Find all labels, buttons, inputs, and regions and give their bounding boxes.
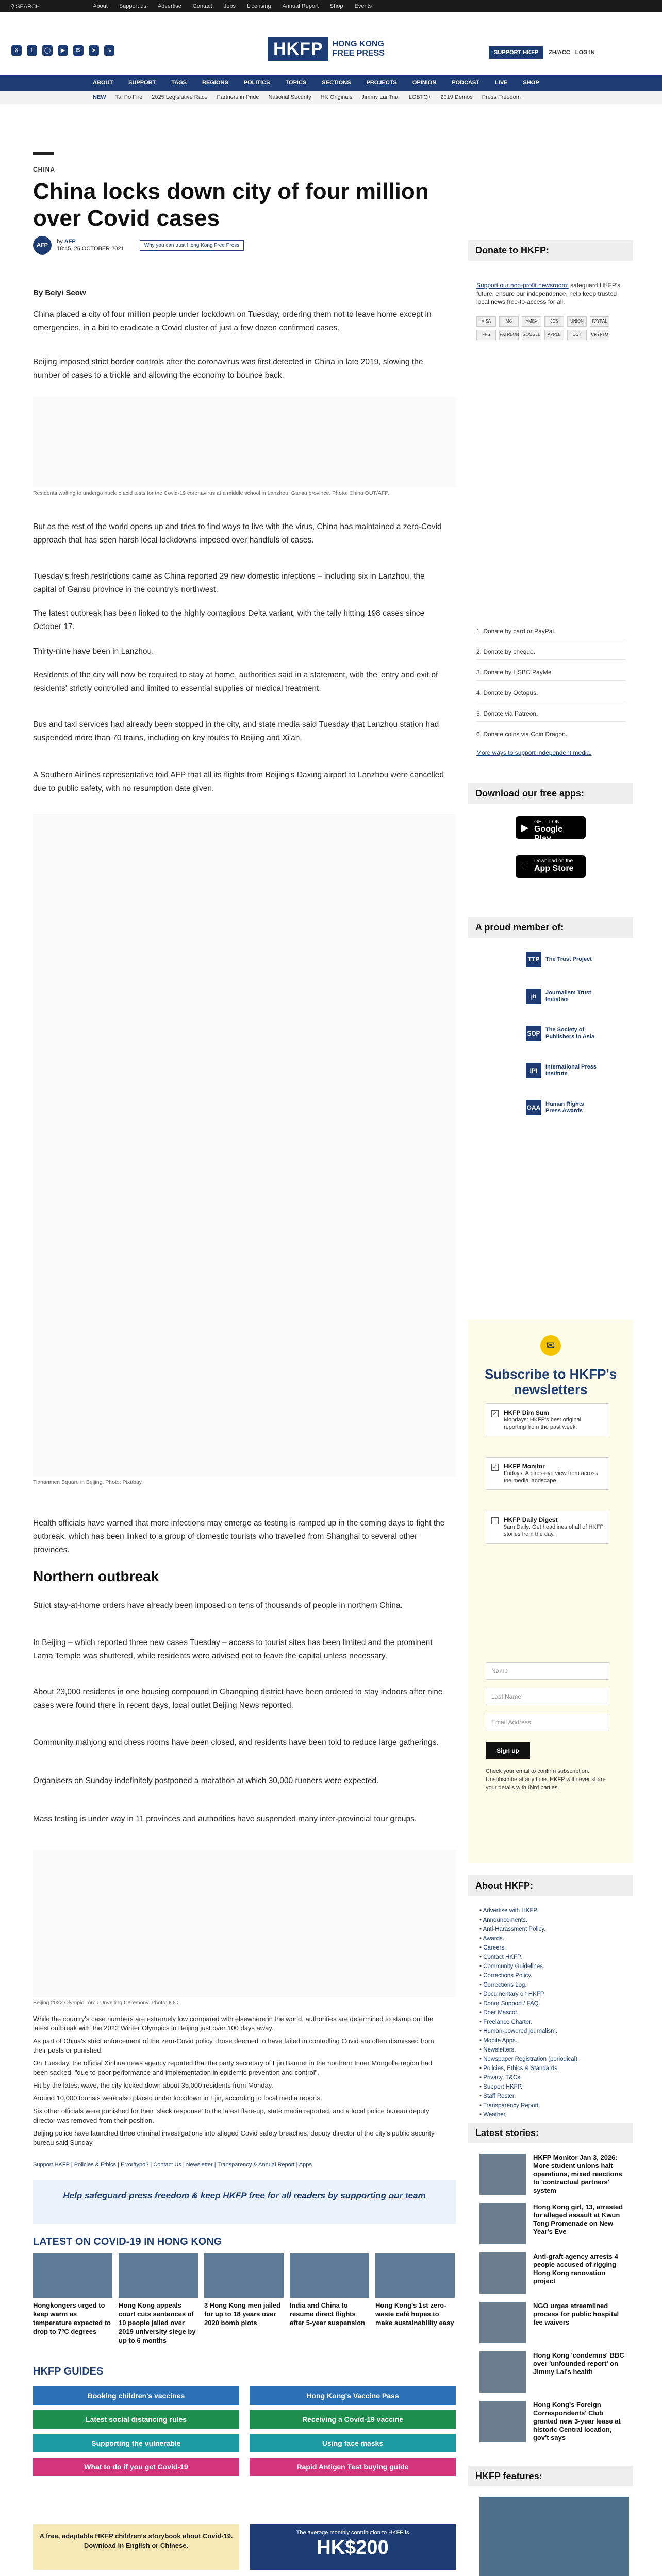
covid-story-title: Hongkongers urged to keep warm as temperature expected to drop to 7ºC degrees (33, 2301, 111, 2335)
apple-icon (521, 860, 528, 872)
article-paragraph: Health officials have warned that more infections may emerge as testing is ramped up in the coming days to fight the outbreak, which has been linked to a group of domestic tourists who travelled from Shanghai to several other provinces. (33, 1519, 445, 1554)
nav-item-sections[interactable]: SECTIONS (322, 80, 351, 86)
utility-bar (0, 0, 662, 12)
article-paragraph: Around 10,000 tourists were also placed under lockdown in Ejin, according to local media reports. (33, 2094, 322, 2102)
support-banner[interactable] (33, 2180, 456, 2224)
search-label: SEARCH (16, 4, 40, 10)
about-link[interactable]: • Newspaper Registration (periodical). (479, 2055, 629, 2064)
donate-heading: Donate to HKFP: (468, 240, 633, 261)
utility-link-annual-report[interactable]: Annual Report (282, 3, 319, 9)
article-paragraph: In Beijing – which reported three new cases Tuesday – access to tourist sites has been limited and the prominent Lama Temple was shuttered, while residents were advised not to leave the capital unless necessary. (33, 1638, 433, 1660)
article-body-tail (33, 2014, 445, 2151)
author-avatar[interactable]: AFP (33, 236, 52, 255)
app-store-small: Download on the (534, 858, 573, 864)
about-link[interactable]: • Contact HKFP. (479, 1953, 629, 1962)
trending-item[interactable]: Jimmy Lai Trial (361, 94, 400, 100)
guides-grid (33, 2386, 456, 2476)
trending-item[interactable]: 2019 Demos (440, 94, 473, 100)
support-banner-link[interactable]: supporting our team (340, 2191, 426, 2200)
byline-org[interactable]: AFP (64, 239, 76, 245)
about-link[interactable]: • Mobile Apps. (479, 2036, 629, 2045)
last-name-input[interactable]: Last Name (486, 1688, 609, 1705)
donate-link[interactable]: Support our non-profit newsroom: (476, 282, 569, 289)
about-link[interactable]: • Careers. (479, 1943, 629, 1953)
newsletter-desc: Fridays: A birds-eye view from across the media landscape. (504, 1470, 598, 1484)
header-actions (489, 46, 595, 59)
about-link[interactable]: • Donor Support / FAQ. (479, 1999, 629, 2008)
covid-story-card[interactable] (204, 2253, 284, 2345)
fps-icon: FPS (476, 330, 496, 340)
story-title: Hong Kong's Foreign Correspondents' Club granted new 3-year lease at historic Central location, gov't says (533, 2401, 621, 2442)
sopa-logo: SOP (526, 1026, 541, 1041)
x-icon[interactable]: X (11, 45, 22, 56)
about-link[interactable]: • Staff Roster. (479, 2092, 629, 2101)
story-thumbnail (479, 2252, 526, 2294)
support-links-row[interactable]: Support HKFP | Policies & Ethics | Error/typo? | Contact Us | Newsletter | Transparency & Annual Report | Apps (33, 2162, 312, 2168)
covid-story-title: India and China to resume direct flights after 5-year suspension (290, 2301, 365, 2327)
ipi-logo: IPI (526, 1063, 541, 1078)
article-paragraph: Organisers on Sunday indefinitely postponed a marathon at which 30,000 runners were expected. (33, 1776, 379, 1785)
covid-story-grid (33, 2253, 456, 2345)
latest-story[interactable] (479, 2154, 629, 2200)
trending-item[interactable]: National Security (268, 94, 311, 100)
article-photo-3 (33, 1850, 456, 1997)
article-paragraph: While the country's case numbers are extremely low compared with elsewhere in the world, authorities are determined to stamp out the latest outbreak with the 2022 Winter Olympics in Beijing just over 100 days away. (33, 2015, 434, 2032)
about-link[interactable]: • Privacy, T&Cs. (479, 2073, 629, 2082)
donate-more-link[interactable]: More ways to support independent media. (476, 749, 592, 756)
article-category[interactable]: CHINA (33, 166, 55, 173)
article-paragraph: Residents of the city will now be required to stay at home, authorities said in a statement, with the 'entry and exit of residents' strictly controlled and limited to essential supplies or medical treatment. (33, 671, 438, 693)
guides-heading: HKFP GUIDES (33, 2366, 104, 2377)
article-paragraph: About 23,000 residents in one housing compound in Changping district have been ordered to stay indoors after nine cases were found there in recent days, local outlet Beijing News reported. (33, 1688, 443, 1710)
rss-icon[interactable]: ∿ (104, 45, 114, 56)
app-store-big: App Store (534, 864, 574, 873)
story-title: Anti-graft agency arrests 4 people accused of rigging Hong Kong renovation project (533, 2252, 618, 2285)
nav-item-politics[interactable]: POLITICS (243, 80, 270, 86)
support-hkfp-button[interactable]: SUPPORT HKFP (489, 46, 543, 59)
newsletter-name: HKFP Daily Digest (504, 1516, 558, 1523)
feature-story[interactable] (479, 2497, 629, 2576)
article-paragraph: Tuesday's fresh restrictions came as China reported 29 new domestic infections – including six in Lanzhou, the capital of Gansu province in the country's northwest. (33, 572, 425, 594)
article-paragraph: China placed a city of four million people under lockdown on Tuesday, ordering them not to leave home except in emergencies, in a bid to eradicate a Covid cluster of just a few dozen confirmed cases. (33, 310, 432, 332)
category-rule (33, 152, 54, 155)
guide-button[interactable]: Receiving a Covid-19 vaccine (250, 2410, 456, 2429)
about-heading: About HKFP: (468, 1875, 633, 1896)
byline-text (57, 238, 124, 252)
about-link[interactable]: • Doer Mascot. (479, 2008, 629, 2018)
signup-button[interactable]: Sign up (486, 1742, 530, 1759)
covid-story-image (119, 2253, 198, 2298)
patreon-icon: PATREON (499, 330, 519, 340)
newsletter-option[interactable] (486, 1511, 609, 1544)
donate-option[interactable]: 4. Donate by Octopus. (476, 689, 626, 701)
trending-bar (0, 91, 662, 104)
language-switch[interactable]: ZH/ACC (549, 49, 570, 56)
article-paragraph: Bus and taxi services had already been stopped in the city, and state media said Tuesday that Lanzhou station had suspended more than 70 trains, including on key routes to Beijing and Xi'an. (33, 720, 439, 742)
nav-item-topics[interactable]: TOPICS (285, 80, 307, 86)
nav-item-projects[interactable]: PROJECTS (366, 80, 397, 86)
trending-item[interactable]: 2025 Legislative Race (152, 94, 208, 100)
octopus-icon: OCT (567, 330, 587, 340)
jcb-icon: JCB (544, 316, 564, 327)
member-name: Human Rights Press Awards (545, 1101, 584, 1114)
story-title: Hong Kong 'condemns' BBC over 'unfounded report' on Jimmy Lai's health (533, 2351, 624, 2376)
article-paragraph: Beijing police have launched three criminal investigations into alleged Covid safety breaches, deputy director of the city's public security bureau said Sunday. (33, 2129, 435, 2146)
article-photo-1 (33, 397, 456, 487)
photo-caption: Beijing 2022 Olympic Torch Unveiling Ceremony. Photo: IOC. (33, 1999, 180, 2006)
storybook-promo[interactable]: A free, adaptable HKFP children's storybook about Covid-19. Download in English or Chinese. (33, 2524, 239, 2570)
newsletter-option[interactable] (486, 1457, 609, 1490)
article-date: 18:45, 26 OCTOBER 2021 (57, 246, 124, 252)
newsletter-desc: Mondays: HKFP's best original reporting from the past week. (504, 1417, 582, 1430)
jti-logo: jti (526, 989, 541, 1004)
covid-story-card[interactable] (33, 2253, 112, 2345)
payment-logos (476, 316, 626, 340)
utility-link-about[interactable]: About (93, 3, 108, 9)
guide-button[interactable]: Rapid Antigen Test buying guide (250, 2458, 456, 2476)
byline (33, 235, 244, 256)
donate-text: safeguard HKFP's future, ensure our independence, help keep trusted local news free-to-access for all. (476, 282, 621, 306)
about-link[interactable]: • Corrections Policy. (479, 1971, 629, 1980)
covid-story-image (375, 2253, 455, 2298)
article-subheading: Northern outbreak (33, 1568, 159, 1584)
about-link[interactable]: • Advertise with HKFP. (479, 1906, 629, 1916)
member-ipi[interactable] (526, 1059, 598, 1082)
member-trust-project[interactable] (526, 948, 598, 971)
utility-link-support[interactable]: Support us (119, 3, 146, 9)
guide-button[interactable]: Latest social distancing rules (33, 2410, 239, 2429)
article-title: China locks down city of four million over Covid cases (33, 179, 429, 231)
crypto-icon: CRYPTO (590, 330, 609, 340)
support-banner-copy: Help safeguard press freedom & keep HKFP free for all readers by (63, 2191, 338, 2200)
about-link[interactable]: • Community Guidelines. (479, 1962, 629, 1971)
contribution-caption: The average monthly contribution to HKFP is (296, 2530, 409, 2536)
email-input[interactable]: Email Address (486, 1714, 609, 1731)
covid-story-title: Hong Kong appeals court cuts sentences of 10 people jailed over 2019 university siege by up to 6 months (119, 2301, 196, 2344)
google-pay-icon: GOOGLE (522, 330, 541, 340)
about-link[interactable]: • Corrections Log. (479, 1980, 629, 1990)
first-name-input[interactable]: Name (486, 1662, 609, 1680)
covid-story-card[interactable] (375, 2253, 455, 2345)
donate-option[interactable]: 5. Donate via Patreon. (476, 710, 626, 722)
utility-links (93, 3, 372, 9)
logo-mark: HKFP (268, 37, 328, 61)
social-links (11, 45, 114, 56)
article-paragraph: Hit by the latest wave, the city locked down about 35,000 residents from Monday. (33, 2081, 273, 2089)
latest-story[interactable] (479, 2203, 629, 2249)
utility-link-jobs[interactable]: Jobs (223, 3, 236, 9)
utility-link-contact[interactable]: Contact (192, 3, 212, 9)
story-title: HKFP Monitor Jan 3, 2026: More student unions halt operations, mixed reactions to 'contractual partners' system (533, 2154, 622, 2194)
about-link[interactable]: • Awards. (479, 1934, 629, 1943)
newsletter-option[interactable] (486, 1403, 609, 1436)
nav-item-about[interactable]: ABOUT (93, 80, 113, 86)
facebook-icon[interactable]: f (27, 45, 37, 56)
guide-button[interactable]: Hong Kong's Vaccine Pass (250, 2386, 456, 2405)
google-play-badge[interactable] (516, 816, 586, 843)
youtube-icon[interactable]: ▶ (58, 45, 68, 56)
contribution-promo[interactable] (250, 2524, 456, 2570)
google-play-small: GET IT ON (534, 819, 560, 825)
visa-icon: VISA (476, 316, 496, 327)
google-play-big: Google Play (534, 825, 563, 843)
main-nav (0, 75, 662, 91)
unionpay-icon: UNION (567, 316, 587, 327)
feature-image (479, 2497, 629, 2576)
nav-item-podcast[interactable]: PODCAST (452, 80, 480, 86)
latest-story[interactable] (479, 2302, 629, 2348)
article-paragraph: Community mahjong and chess rooms have been closed, and residents have been told to reduce large gatherings. (33, 1738, 439, 1747)
covid-story-image (290, 2253, 369, 2298)
story-thumbnail (479, 2351, 526, 2393)
nav-item-opinion[interactable]: OPINION (412, 80, 437, 86)
app-store-badge[interactable] (516, 855, 586, 878)
story-thumbnail (479, 2401, 526, 2442)
apps-heading: Download our free apps: (468, 783, 633, 804)
site-header (0, 12, 662, 75)
about-list (479, 1906, 629, 2120)
member-name: The Trust Project (545, 956, 592, 962)
article-photo-2 (33, 814, 456, 1477)
guide-button[interactable]: Using face masks (250, 2434, 456, 2452)
nav-item-live[interactable]: LIVE (495, 80, 508, 86)
article-paragraph: The latest outbreak has been linked to the highly contagious Delta variant, with the tally hitting 198 cases since October 17. (33, 609, 425, 631)
member-name: International Press Institute (545, 1064, 597, 1077)
nav-item-tags[interactable]: TAGS (171, 80, 187, 86)
guide-button[interactable]: What to do if you get Covid-19 (33, 2458, 239, 2476)
newsletter-name: HKFP Dim Sum (504, 1409, 549, 1416)
byline-by: by (57, 239, 63, 245)
newsletter-checkbox[interactable]: ✓ (491, 1410, 499, 1417)
guide-button[interactable]: Supporting the vulnerable (33, 2434, 239, 2452)
about-link[interactable]: • Weather. (479, 2110, 629, 2120)
about-link[interactable]: • Transparency Report. (479, 2101, 629, 2110)
donate-option[interactable]: 1. Donate by card or PayPal. (476, 628, 626, 639)
mastercard-icon: MC (499, 316, 519, 327)
about-link[interactable]: • Support HKFP. (479, 2082, 629, 2092)
article-paragraph: But as the rest of the world opens up and tries to find ways to live with the virus, China has maintained a zero-Covid approach that has seen harsh local lockdowns imposed over handfuls of cases. (33, 522, 442, 545)
nav-item-support[interactable]: SUPPORT (128, 80, 156, 86)
member-sopa[interactable] (526, 1022, 598, 1045)
member-name: Journalism Trust Initiative (545, 990, 591, 1003)
google-play-icon: ▶ (521, 822, 529, 834)
latest-heading: Latest stories: (468, 2123, 633, 2143)
donate-option[interactable]: 2. Donate by cheque. (476, 648, 626, 660)
latest-story[interactable] (479, 2351, 629, 2398)
trending-item[interactable]: LGBTQ+ (408, 94, 432, 100)
covid-story-title: 3 Hong Kong men jailed for up to 18 years over 2020 bomb plots (204, 2301, 281, 2327)
amex-icon: AMEX (522, 316, 541, 327)
about-link[interactable]: • Documentary on HKFP. (479, 1990, 629, 1999)
nav-item-shop[interactable]: SHOP (523, 80, 539, 86)
article-author: By Beiyi Seow (33, 289, 86, 297)
about-link[interactable]: • Policies, Ethics & Standards. (479, 2064, 629, 2073)
instagram-icon[interactable]: ◯ (42, 45, 53, 56)
guide-button[interactable]: Booking children's vaccines (33, 2386, 239, 2405)
story-title: NGO urges streamlined process for public hospital fee waivers (533, 2302, 619, 2326)
support-banner-text (33, 2190, 456, 2202)
photo-caption: Residents waiting to undergo nucleic acid tests for the Covid-19 coronavirus at a middle school in Lanzhou, Gansu province. Photo: China OUT/AFP. (33, 490, 389, 496)
covid-story-title: Hong Kong's 1st zero-waste café hopes to make sustainability easy (375, 2301, 454, 2327)
telegram-icon[interactable]: ➤ (89, 45, 99, 56)
newsletter-name: HKFP Monitor (504, 1463, 545, 1470)
covid-story-image (204, 2253, 284, 2298)
newsletter-checkbox[interactable] (491, 1517, 499, 1524)
member-hrpa[interactable] (526, 1096, 598, 1119)
covid-story-image (33, 2253, 112, 2298)
covid-story-card[interactable] (290, 2253, 369, 2345)
contribution-amount: HK$200 (317, 2537, 389, 2558)
story-thumbnail (479, 2203, 526, 2244)
trust-button[interactable]: Why you can trust Hong Kong Free Press (140, 240, 244, 251)
promo-row (33, 2524, 456, 2570)
donate-option[interactable]: 6. Donate coins via Coin Dragon. (476, 731, 568, 738)
trust-project-logo: TTP (526, 952, 541, 967)
article-paragraph: Thirty-nine have been in Lanzhou. (33, 647, 154, 656)
article-paragraph: Beijing imposed strict border controls after the coronavirus was first detected in China in late 2019, slowing the number of cases to a trickle and allowing the economy to bounce back. (33, 358, 423, 380)
article-paragraph: Mass testing is under way in 11 provinces and authorities have suspended many inter-provincial tour groups. (33, 1815, 417, 1823)
member-name: The Society of Publishers in Asia (545, 1027, 594, 1040)
trending-new-label: NEW (93, 94, 106, 100)
newsletter-title: Subscribe to HKFP's newsletters (484, 1366, 617, 1397)
story-thumbnail (479, 2302, 526, 2343)
apple-pay-icon: APPLE (544, 330, 564, 340)
trending-item[interactable]: Press Freedom (482, 94, 521, 100)
search-button[interactable]: ⚲ SEARCH (10, 4, 40, 10)
article-paragraph: A Southern Airlines representative told AFP that all its flights from Beijing's Daxing airport to Lanzhou were cancelled due to public safety, with no resumption date given. (33, 771, 444, 793)
site-logo[interactable] (268, 36, 385, 62)
member-jti[interactable] (526, 985, 598, 1008)
article-paragraph: On Tuesday, the official Xinhua news agency reported that the party secretary of Ejin Banner in the northern Inner Mongolia region had been sacked, "due to poor performance and implementation in epidemic prevention and control". (33, 2059, 433, 2076)
login-link[interactable]: LOG IN (575, 49, 595, 56)
article-paragraph: As part of China's strict enforcement of the zero-Covid policy, those deemed to have failed in controlling Covid are often dismissed from their posts or punished. (33, 2037, 434, 2054)
covid-story-card[interactable] (119, 2253, 198, 2345)
donate-option[interactable]: 3. Donate by HSBC PayMe. (476, 669, 626, 681)
story-thumbnail (479, 2154, 526, 2195)
hrpa-logo: OAA (526, 1100, 541, 1115)
logo-words (333, 40, 385, 58)
photo-caption: Tiananmen Square in Beijing. Photo: Pixabay. (33, 1479, 143, 1485)
story-title: Hong Kong girl, 13, arrested for alleged assault at Kwun Tong Promenade on New Year's Eve (533, 2203, 623, 2235)
trending-item[interactable]: Tai Po Fire (115, 94, 143, 100)
trending-item[interactable]: HK Originals (320, 94, 353, 100)
email-icon[interactable]: ✉ (73, 45, 84, 56)
covid-heading: LATEST ON COVID-19 IN HONG KONG (33, 2236, 222, 2247)
newsletter-desc: 9am Daily: Get headlines of all of HKFP stories from the day. (504, 1524, 604, 1537)
paypal-icon: PAYPAL (590, 316, 609, 327)
utility-link-advertise[interactable]: Advertise (157, 3, 181, 9)
latest-story[interactable] (479, 2252, 629, 2299)
newsletter-checkbox[interactable]: ✓ (491, 1464, 499, 1471)
about-link[interactable]: • Human-powered journalism. (479, 2027, 629, 2036)
envelope-icon: ✉ (540, 1335, 561, 1356)
donate-intro (476, 281, 626, 306)
nav-item-regions[interactable]: REGIONS (202, 80, 228, 86)
features-heading: HKFP features: (468, 2466, 633, 2486)
about-link[interactable]: • Announcements. (479, 1916, 629, 1925)
about-link[interactable]: • Newsletters. (479, 2045, 629, 2055)
article-paragraph: Six other officials were punished for their 'slack response' to the latest flare-up, state media reported, and a local police bureau deputy director was removed from their position. (33, 2107, 429, 2124)
article-paragraph: Strict stay-at-home orders have already been imposed on tens of thousands of people in northern China. (33, 1601, 403, 1610)
logo-line-1: HONG KONG (332, 40, 385, 48)
about-link[interactable]: • Anti-Harassment Policy. (479, 1925, 629, 1934)
utility-link-licensing[interactable]: Licensing (246, 3, 271, 9)
logo-line-2: FREE PRESS (332, 49, 385, 58)
newsletter-note: Check your email to confirm subscription. Unsubscribe at any time. HKFP will never share your details with third parties. (486, 1768, 606, 1791)
about-link[interactable]: • Freelance Charter. (479, 2018, 629, 2027)
utility-link-events[interactable]: Events (354, 3, 372, 9)
trending-item[interactable]: Partners in Pride (217, 94, 259, 100)
latest-story[interactable] (479, 2401, 629, 2447)
member-heading: A proud member of: (468, 917, 633, 938)
utility-link-shop[interactable]: Shop (329, 3, 343, 9)
